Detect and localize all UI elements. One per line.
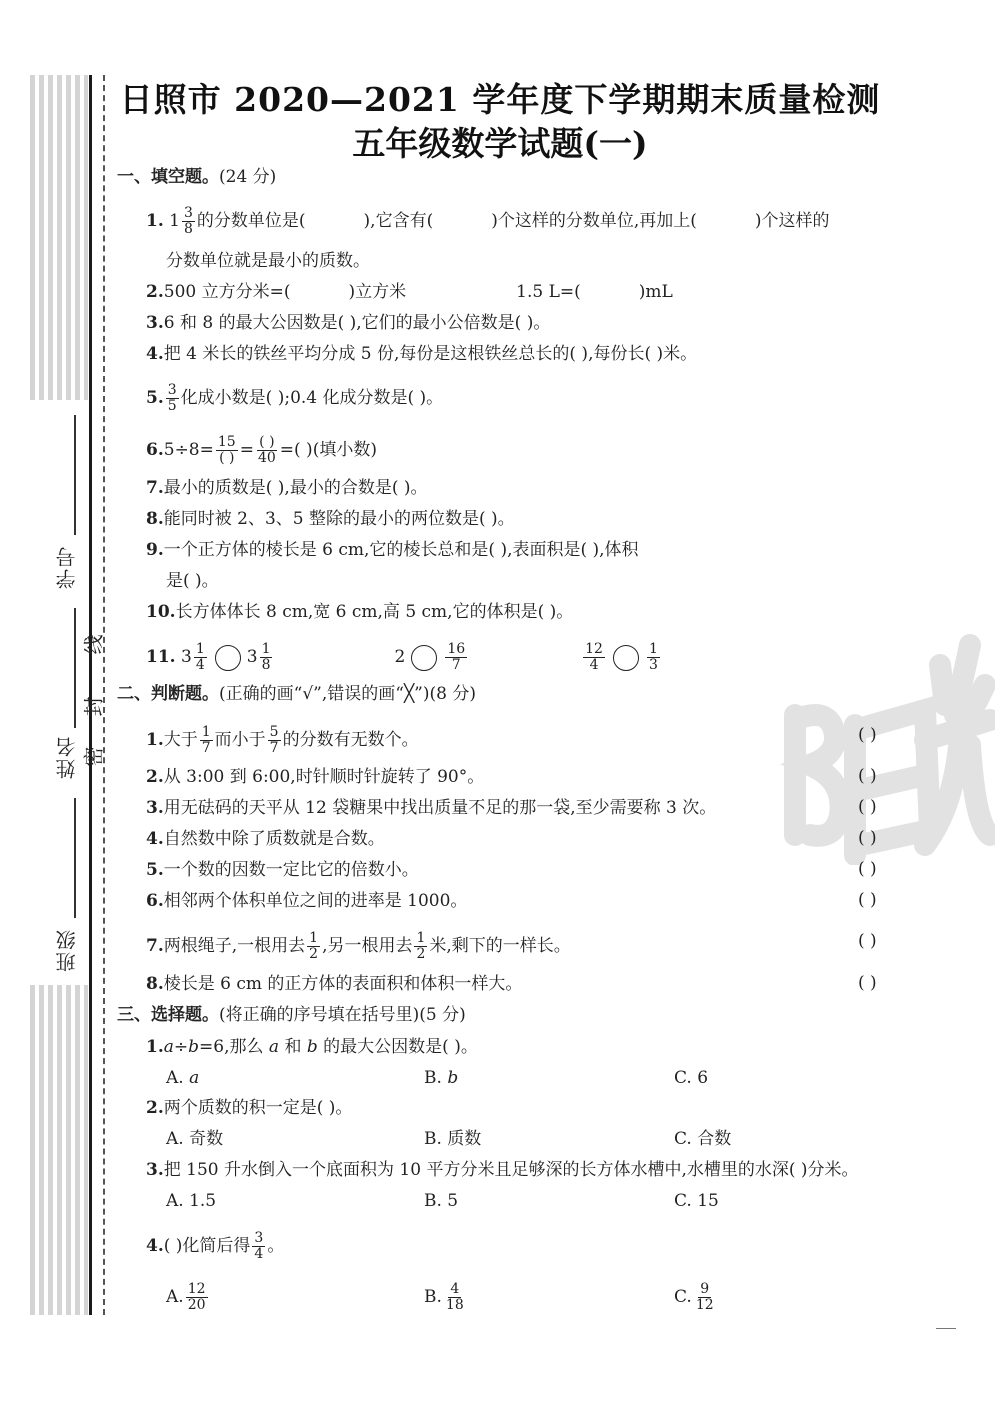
fill-q1: 1. 1 $\frac{3}{8}$ 的分数单位是( ),它含有( )个这样的分数单位,再加上( )个这样的 <box>146 205 830 237</box>
exam-title: 日照市 2020—2021 学年度下学期期末质量检测 <box>119 80 881 119</box>
fill-q3: 3.6 和 8 的最大公因数是( ),它们的最小公倍数是( )。 <box>146 313 551 333</box>
fraction: $\frac{15}{( )}$ <box>217 434 236 466</box>
choice-q2-option-c[interactable]: C. 合数 <box>674 1129 732 1149</box>
judge-q3: 3.用无砝码的天平从 12 袋糖果中找出质量不足的那一袋,至少需要称 3 次。 <box>146 798 717 818</box>
fraction: $\frac{1}{7}$ <box>201 724 211 756</box>
choice-q1-option-a[interactable]: A. a <box>166 1068 200 1088</box>
choice-q3-option-c[interactable]: C. 15 <box>674 1191 719 1211</box>
section-choice-heading: 三、选择题。(将正确的序号填在括号里)(5 分) <box>117 1005 466 1025</box>
compare-circle-3[interactable] <box>613 645 639 671</box>
judge-answer-6[interactable]: ( ) <box>858 890 877 910</box>
fill-q11: 11. 3 $\frac{1}{4}$ 3 $\frac{1}{8}$ 2 $\frac{16}{7}$ $\frac{12}{4}$ $\frac{1}{3}$ <box>146 641 658 673</box>
fill-q2: 2.500 立方分米=( )立方米 1.5 L=( )mL <box>146 282 673 302</box>
judge-answer-8[interactable]: ( ) <box>858 973 877 993</box>
class-label: 班级 <box>55 928 79 972</box>
binding-line-solid <box>89 75 92 1315</box>
choice-q3: 3.把 150 升水倒入一个底面积为 10 平方分米且足够深的长方体水槽中,水槽里的水深( )分米。 <box>146 1160 859 1180</box>
fill-q7: 7.最小的质数是( ),最小的合数是( )。 <box>146 478 428 498</box>
fraction: $\frac{5}{7}$ <box>269 724 279 756</box>
exam-subtitle: 五年级数学试题(一) <box>352 124 648 163</box>
judge-answer-7[interactable]: ( ) <box>858 931 877 951</box>
fraction: $\frac{1}{2}$ <box>309 930 319 962</box>
judge-q8: 8.棱长是 6 cm 的正方体的表面积和体积一样大。 <box>146 974 523 994</box>
fraction: $\frac{3}{8}$ <box>183 205 193 237</box>
choice-q3-option-a[interactable]: A. 1.5 <box>166 1191 217 1211</box>
seal-char-mi: 密 <box>81 746 106 767</box>
fraction: $\frac{1}{4}$ <box>195 641 205 673</box>
choice-q2-option-a[interactable]: A. 奇数 <box>166 1129 224 1149</box>
choice-q2: 2.两个质数的积一定是( )。 <box>146 1098 353 1118</box>
fill-q10: 10.长方体体长 8 cm,宽 6 cm,高 5 cm,它的体积是( )。 <box>146 602 574 622</box>
class-underline <box>74 798 76 918</box>
fill-q9-line2: 是( )。 <box>166 571 219 591</box>
page-mark <box>936 1328 956 1329</box>
judge-answer-1[interactable]: ( ) <box>858 725 877 745</box>
fill-q4: 4.把 4 米长的铁丝平均分成 5 份,每份是这根铁丝总长的( ),每份长( )米。 <box>146 344 698 364</box>
section-fill-heading: 一、填空题。(24 分) <box>117 167 277 187</box>
judge-q7: 7.两根绳子,一根用去 $\frac{1}{2}$ ,另一根用去 $\frac{1}{2}$ 米,剩下的一样长。 <box>146 930 571 962</box>
seal-char-feng: 封 <box>81 696 106 717</box>
fraction: $\frac{3}{5}$ <box>167 382 177 414</box>
fill-q8: 8.能同时被 2、3、5 整除的最小的两位数是( )。 <box>146 509 515 529</box>
fill-q6: 6.5÷8= $\frac{15}{( )}$ = $\frac{( )}{40}$ =( )(填小数) <box>146 434 377 466</box>
fraction: $\frac{9}{12}$ <box>695 1281 714 1313</box>
seal-char-xian: 线 <box>81 634 106 655</box>
compare-circle-2[interactable] <box>411 645 437 671</box>
binding-line-dashed <box>103 75 105 1315</box>
fraction: $\frac{1}{8}$ <box>261 641 271 673</box>
judge-q6: 6.相邻两个体积单位之间的进率是 1000。 <box>146 891 468 911</box>
fill-q9: 9.一个正方体的棱长是 6 cm,它的棱长总和是( ),表面积是( ),体积 <box>146 540 639 560</box>
compare-circle-1[interactable] <box>215 645 241 671</box>
choice-q4-option-b[interactable]: B. $\frac{4}{18}$ <box>424 1281 464 1313</box>
student-id-underline <box>74 415 76 535</box>
name-underline <box>74 608 76 728</box>
fraction: $\frac{12}{20}$ <box>187 1281 206 1313</box>
name-label: 姓名 <box>55 735 79 779</box>
student-id-label: 学号 <box>55 545 79 589</box>
judge-answer-3[interactable]: ( ) <box>858 797 877 817</box>
judge-answer-2[interactable]: ( ) <box>858 766 877 786</box>
choice-q1: 1.a÷b=6,那么 a 和 b 的最大公因数是( )。 <box>146 1037 478 1057</box>
fraction: $\frac{4}{18}$ <box>445 1281 464 1313</box>
fraction: $\frac{1}{2}$ <box>416 930 426 962</box>
choice-q3-option-b[interactable]: B. 5 <box>424 1191 459 1211</box>
judge-answer-5[interactable]: ( ) <box>858 859 877 879</box>
choice-q4-option-c[interactable]: C. $\frac{9}{12}$ <box>674 1281 714 1313</box>
judge-q5: 5.一个数的因数一定比它的倍数小。 <box>146 860 419 880</box>
fraction: $\frac{16}{7}$ <box>447 641 466 673</box>
fill-q5: 5. $\frac{3}{5}$ 化成小数是( );0.4 化成分数是( )。 <box>146 382 444 414</box>
section-judge-heading: 二、判断题。(正确的画“√”,错误的画“╳”)(8 分) <box>117 684 476 704</box>
fraction: $\frac{3}{4}$ <box>254 1230 264 1262</box>
choice-q1-option-c[interactable]: C. 6 <box>674 1068 709 1088</box>
choice-q1-option-b[interactable]: B. b <box>424 1068 459 1088</box>
fraction: $\frac{12}{4}$ <box>585 641 603 673</box>
judge-answer-4[interactable]: ( ) <box>858 828 877 848</box>
margin-stripes-bottom <box>30 985 88 1315</box>
fill-q1-line2: 分数单位就是最小的质数。 <box>166 251 370 271</box>
choice-q4: 4.( )化简后得 $\frac{3}{4}$ 。 <box>146 1230 285 1262</box>
watermark-yangguang <box>775 605 995 865</box>
judge-q2: 2.从 3:00 到 6:00,时针顺时针旋转了 90°。 <box>146 767 485 787</box>
fraction: $\frac{( )}{40}$ <box>257 434 276 466</box>
choice-q4-option-a[interactable]: A. $\frac{12}{20}$ <box>166 1281 206 1313</box>
fraction: $\frac{1}{3}$ <box>648 641 658 673</box>
judge-q4: 4.自然数中除了质数就是合数。 <box>146 829 385 849</box>
choice-q2-option-b[interactable]: B. 质数 <box>424 1129 482 1149</box>
judge-q1: 1.大于 $\frac{1}{7}$ 而小于 $\frac{5}{7}$ 的分数有无数个。 <box>146 724 419 756</box>
